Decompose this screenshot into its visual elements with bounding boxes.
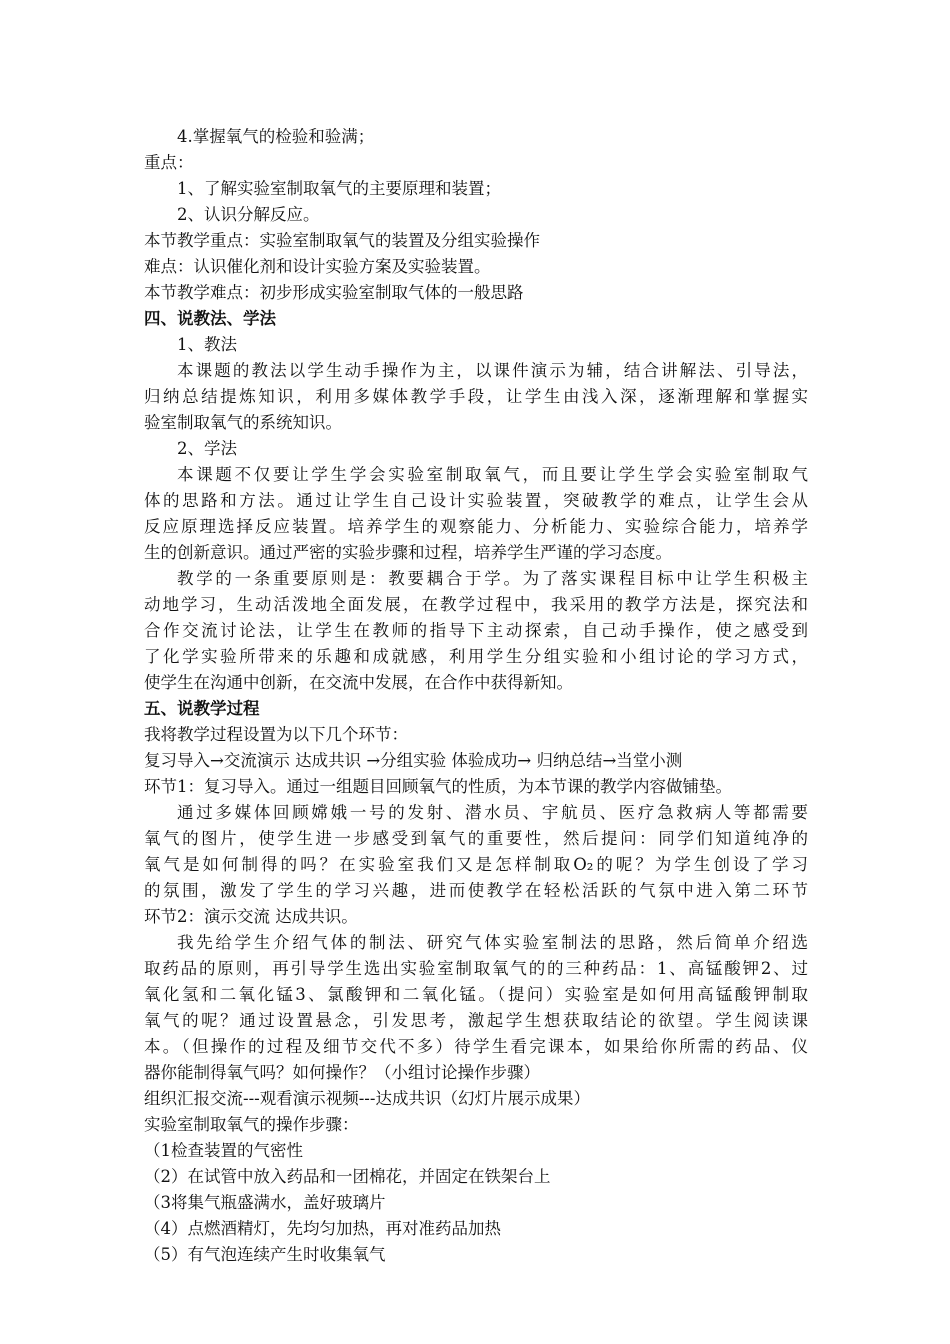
text-line: 生的创新意识。通过严密的实验步骤和过程，培养学生严谨的学习态度。 (144, 543, 672, 562)
text-line: 本节教学重点：实验室制取氧气的装置及分组实验操作 (144, 231, 540, 250)
text-line: 通过多媒体回顾嫦娥一号的发射、潜水员、宇航员、医疗急救病人等都需要 (177, 803, 808, 822)
text-line: 使学生在沟通中创新，在交流中发展，在合作中获得新知。 (144, 673, 573, 692)
text-line: 氧气的图片，使学生进一步感受到氧气的重要性，然后提问：同学们知道纯净的 (144, 829, 808, 848)
text-line: 合作交流讨论法，让学生在教师的指导下主动探索，自己动手操作，使之感受到 (144, 621, 808, 640)
text-line: 动地学习，生动活泼地全面发展，在教学过程中，我采用的教学方法是，探究法和 (144, 595, 808, 614)
text-line: 氧气的呢？通过设置悬念，引发思考，激起学生想获取结论的欲望。学生阅读课 (144, 1011, 808, 1030)
section-heading: 四、说教法、学法 (144, 309, 276, 328)
text-line: 的氛围，激发了学生的学习兴趣，进而使教学在轻松活跃的气氛中进入第二环节 (144, 881, 808, 900)
text-line: 氧化氢和二氧化锰3、氯酸钾和二氧化锰。（提问）实验室是如何用高锰酸钾制取 (144, 985, 808, 1004)
text-line: 本课题的教法以学生动手操作为主，以课件演示为辅，结合讲解法、引导法， (177, 361, 808, 380)
text-line: 复习导入→交流演示 达成共识 →分组实验 体验成功→ 归纳总结→当堂小测 (144, 751, 683, 770)
text-line: 4.掌握氧气的检验和验满； (177, 127, 375, 146)
text-line: 反应原理选择反应装置。培养学生的观察能力、分析能力、实验综合能力，培养学 (144, 517, 808, 536)
text-line: 教学的一条重要原则是：教要耦合于学。为了落实课程目标中让学生积极主 (177, 569, 808, 588)
text-line: 重点： (144, 153, 194, 172)
text-line: （3将集气瓶盛满水，盖好玻璃片 (144, 1193, 386, 1212)
text-line: 氧气是如何制得的吗？在实验室我们又是怎样制取O₂的呢？为学生创设了学习 (144, 855, 808, 874)
text-line: 难点：认识催化剂和设计实验方案及实验装置。 (144, 257, 491, 276)
text-line: 我先给学生介绍气体的制法、研究气体实验室制法的思路，然后简单介绍选 (177, 933, 808, 952)
text-line: 了化学实验所带来的乐趣和成就感，利用学生分组实验和小组讨论的学习方式， (144, 647, 808, 666)
text-line: 2、学法 (177, 439, 237, 458)
text-line: 2、认识分解反应。 (177, 205, 320, 224)
text-line: 环节2：演示交流 达成共识。 (144, 907, 358, 926)
text-line: 实验室制取氧气的操作步骤： (144, 1115, 359, 1134)
text-line: （5）有气泡连续产生时收集氧气 (144, 1245, 386, 1264)
text-line: 本。（但操作的过程及细节交代不多）待学生看完课本，如果给你所需的药品、仪 (144, 1037, 808, 1056)
text-line: 验室制取氧气的系统知识。 (144, 413, 342, 432)
text-line: 我将教学过程设置为以下几个环节： (144, 725, 408, 744)
text-line: 组织汇报交流---观看演示视频---达成共识（幻灯片展示成果） (144, 1089, 590, 1108)
section-heading: 五、说教学过程 (144, 699, 260, 718)
text-line: （2）在试管中放入药品和一团棉花，并固定在铁架台上 (144, 1167, 551, 1186)
text-line: 1、了解实验室制取氧气的主要原理和装置； (177, 179, 501, 198)
text-line: 环节1：复习导入。通过一组题目回顾氧气的性质，为本节课的教学内容做铺垫。 (144, 777, 732, 796)
text-line: 体的思路和方法。通过让学生自己设计实验装置，突破教学的难点，让学生会从 (144, 491, 808, 510)
text-line: （1检查装置的气密性 (144, 1141, 303, 1160)
text-line: 取药品的原则，再引导学生选出实验室制取氧气的的三种药品：1、高锰酸钾2、过 (144, 959, 808, 978)
text-line: 器你能制得氧气吗？如何操作？（小组讨论操作步骤） (144, 1063, 540, 1082)
text-line: 本课题不仅要让学生学会实验室制取氧气，而且要让学生学会实验室制取气 (177, 465, 808, 484)
text-line: 本节教学难点：初步形成实验室制取气体的一般思路 (144, 283, 524, 302)
document-page (144, 124, 808, 1268)
text-line: 1、教法 (177, 335, 237, 354)
text-line: （4）点燃酒精灯，先均匀加热，再对准药品加热 (144, 1219, 501, 1238)
text-line: 归纳总结提炼知识，利用多媒体教学手段，让学生由浅入深，逐渐理解和掌握实 (144, 387, 808, 406)
